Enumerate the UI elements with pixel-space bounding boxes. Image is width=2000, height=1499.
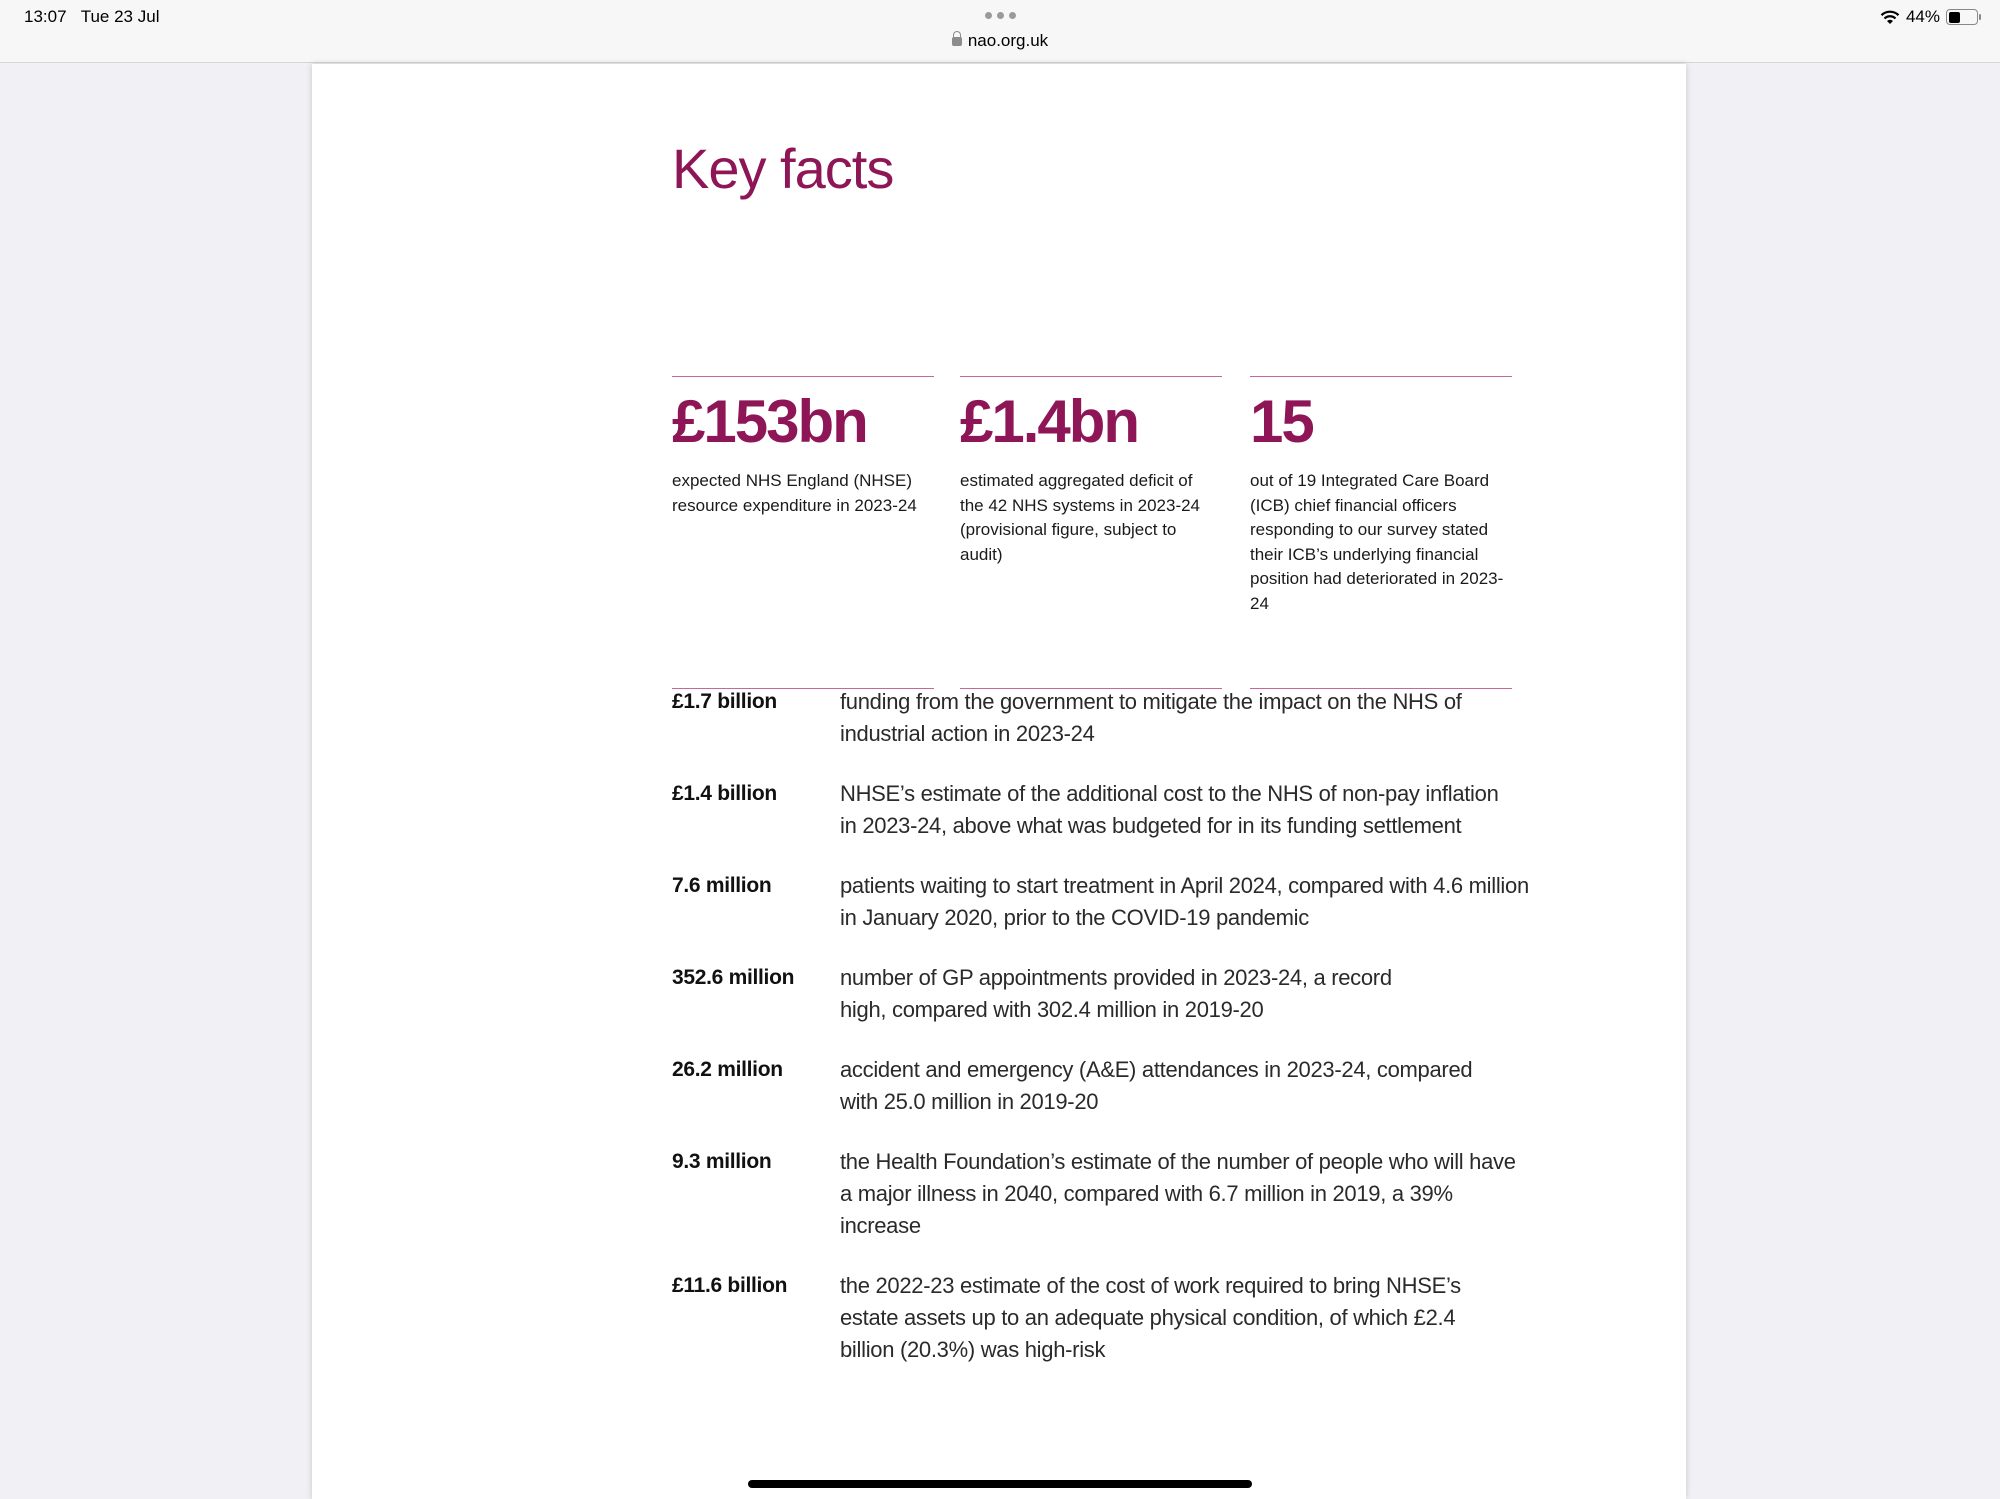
status-indicators — [1880, 7, 1978, 27]
fact-row — [672, 1054, 1612, 1118]
fact-value: £1.7 billion — [672, 690, 777, 713]
page-title: Key facts — [672, 137, 894, 200]
headline-fact — [960, 376, 1222, 689]
fact-description: number of GP appointments provided in 2023-24, a record high, compared with 302.4 million in 2019-20 — [840, 965, 1392, 1022]
fact-value: 9.3 million — [672, 1150, 772, 1173]
date-text: Tue 23 Jul — [80, 7, 160, 26]
headline-value: £1.4bn — [960, 388, 1139, 455]
address-bar[interactable] — [0, 31, 2000, 51]
headline-description: out of 19 Integrated Care Board (ICB) chief financial officers responding to our survey stated their ICB’s underlying financial position had deteriorated in 2023-24 — [1250, 471, 1504, 613]
more-dots-icon[interactable] — [985, 12, 1016, 19]
headline-description: estimated aggregated deficit of the 42 NHS systems in 2023-24 (provisional figure, subject to audit) — [960, 471, 1201, 564]
fact-description: patients waiting to start treatment in April 2024, compared with 4.6 million in January 2020, prior to the COVID-19 pandemic — [840, 873, 1529, 930]
headline-value: 15 — [1250, 388, 1313, 455]
fact-row — [672, 778, 1612, 842]
fact-value: 7.6 million — [672, 874, 772, 897]
home-indicator[interactable] — [748, 1480, 1252, 1488]
lock-icon — [952, 37, 962, 46]
document-page — [312, 64, 1686, 1499]
fact-value: 352.6 million — [672, 966, 795, 989]
fact-row — [672, 686, 1612, 750]
headline-description: expected NHS England (NHSE) resource expenditure in 2023-24 — [672, 471, 917, 515]
headline-fact — [1250, 376, 1512, 689]
fact-description: the 2022-23 estimate of the cost of work required to bring NHSE’s estate assets up to an adequate physical condition, of which £2.4 billion (20.3%) was high-risk — [840, 1273, 1461, 1362]
time-text: 13:07 — [24, 7, 67, 26]
facts-list — [672, 686, 1612, 1394]
fact-row — [672, 962, 1612, 1026]
headline-fact — [672, 376, 934, 689]
wifi-icon — [1880, 9, 1900, 25]
status-bar — [0, 0, 2000, 63]
fact-value: 26.2 million — [672, 1058, 783, 1081]
fact-description: NHSE’s estimate of the additional cost to the NHS of non-pay inflation in 2023-24, above what was budgeted for in its funding settlement — [840, 781, 1499, 838]
fact-value: £1.4 billion — [672, 782, 777, 805]
fact-row — [672, 870, 1612, 934]
fact-value: £11.6 billion — [672, 1274, 788, 1297]
url-text: nao.org.uk — [967, 31, 1049, 50]
battery-icon — [1946, 9, 1978, 25]
fact-row — [672, 1146, 1612, 1242]
battery-percent: 44% — [1905, 7, 1940, 26]
fact-description: the Health Foundation’s estimate of the number of people who will have a major illness in 2040, compared with 6.7 million in 2019, a 39% increase — [840, 1149, 1516, 1238]
status-time — [24, 7, 159, 27]
fact-row — [672, 1270, 1612, 1366]
fact-description: accident and emergency (A&E) attendances in 2023-24, compared with 25.0 million in 2019-20 — [840, 1057, 1473, 1114]
headline-value: £153bn — [672, 388, 867, 455]
fact-description: funding from the government to mitigate the impact on the NHS of industrial action in 2023-24 — [840, 689, 1462, 746]
